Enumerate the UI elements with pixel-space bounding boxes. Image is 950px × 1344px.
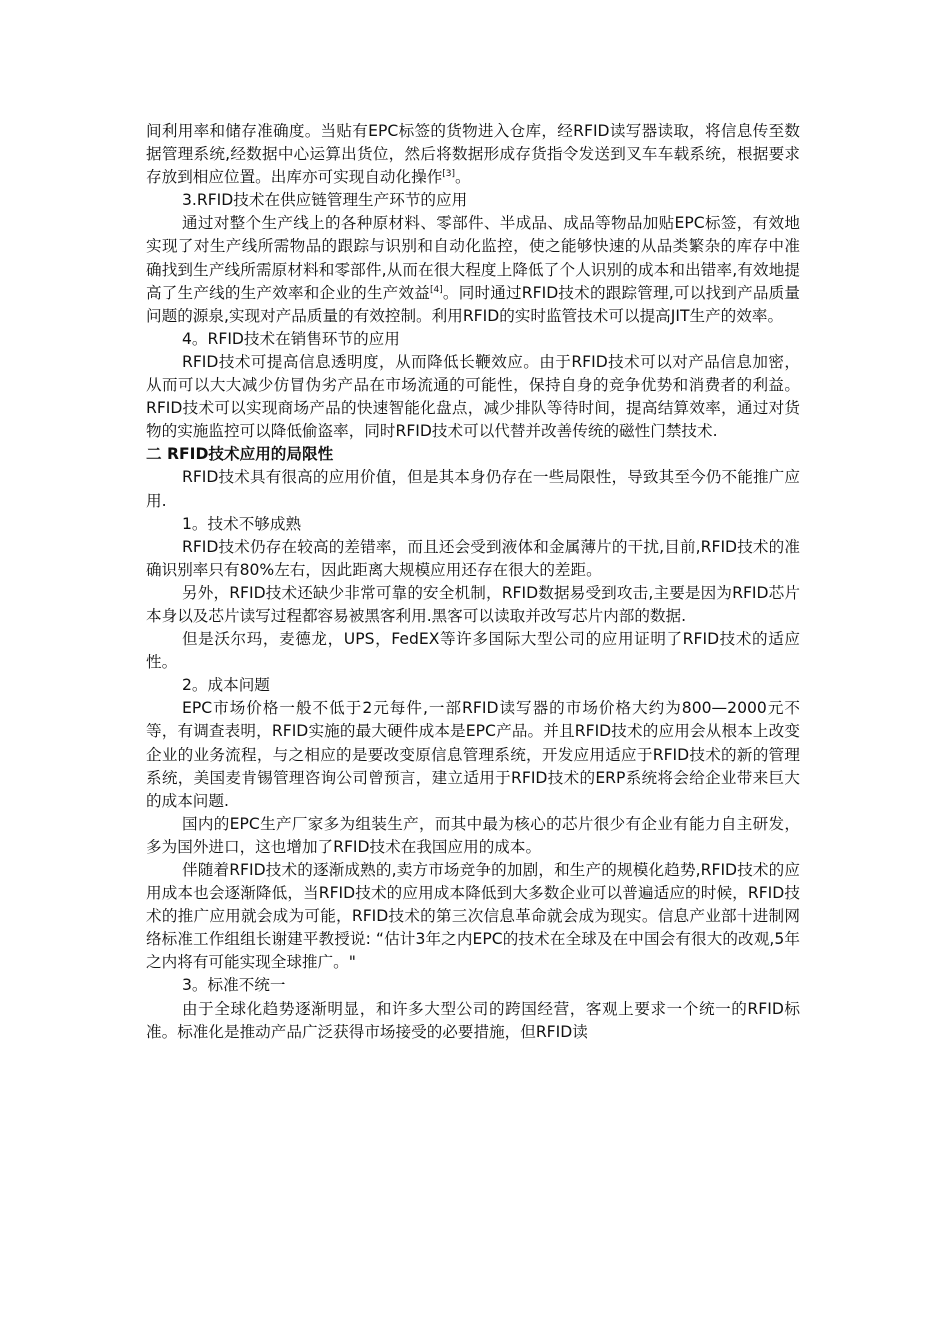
paragraph-warehouse-tail: 间利用率和储存准确度。当贴有EPC标签的货物进入仓库，经RFID读写器读取，将信息传至数据管理系统,经数据中心运算出货位，然后将数据形成存货指令发送到叉车车载系统，根据要求存放到相应位置。出库亦可实现自动化操作[3]。 (146, 122, 800, 187)
paragraph-security: 另外，RFID技术还缺少非常可靠的安全机制，RFID数据易受到攻击,主要是因为RFID芯片本身以及芯片读写过程都容易被黑客利用.黑客可以读取并改写芯片内部的数据. (146, 583, 800, 625)
paragraph-cost: EPC市场价格一般不低于2元每件,一部RFID读写器的市场价格大约为800—2000元不等，有调查表明，RFID实施的最大硬件成本是EPC产品。并且RFID技术的应用会从根本上改变企业的业务流程，与之相应的是要改变原信息管理系统，开发应用适应于RFID技术的新的管理系统，美国麦肯锡管理咨询公司曾预言，建立适用于RFID技术的ERP系统将会给企业带来巨大的成本问题. (146, 699, 800, 810)
section-heading-limitations: 二 RFID技术应用的局限性 (146, 445, 334, 464)
paragraph-future: 伴随着RFID技术的逐渐成熟的,卖方市场竞争的加剧，和生产的规模化趋势,RFID技术的应用成本也会逐渐降低，当RFID技术的应用成本降低到大多数企业可以普遍适应的时候，RFID技术的推广应用就会成为可能，RFID技术的第三次信息革命就会成为现实。信息产业部十进制网络标准工作组组长谢建平教授说: “估计3年之内EPC的技术在全球及在中国会有很大的改观,5年之内将有可能实现全球推广。" (146, 861, 800, 972)
subheading-production: 3.RFID技术在供应链管理生产环节的应用 (182, 191, 468, 210)
paragraph-domestic-epc: 国内的EPC生产厂家多为组装生产，而其中最为核心的芯片很少有企业有能力自主研发，多为国外进口，这也增加了RFID技术在我国应用的成本。 (146, 814, 800, 856)
subheading-immature-tech: 1。技术不够成熟 (182, 514, 302, 533)
paragraph-error-rate: RFID技术仍存在较高的差错率，而且还会受到液体和金属薄片的干扰,目前,RFID技术的准确识别率只有80%左右，因此距离大规模应用还存在很大的差距。 (146, 537, 800, 579)
citation-ref-3: [3] (442, 169, 456, 179)
paragraph-standards: 由于全球化趋势逐渐明显，和许多大型公司的跨国经营，客观上要求一个统一的RFID标准。标准化是推动产品广泛获得市场接受的必要措施，但RFID读 (146, 999, 800, 1041)
paragraph-adaptability: 但是沃尔玛，麦德龙，UPS，FedEX等许多国际大型公司的应用证明了RFID技术的适应性。 (146, 630, 800, 672)
paragraph-production: 通过对整个生产线上的各种原材料、零部件、半成品、成品等物品加贴EPC标签，有效地实现了对生产线所需物品的跟踪与识别和自动化监控，使之能够快速的从品类繁杂的库存中准确找到生产线所需原材料和零部件,从而在很大程度上降低了个人识别的成本和出错率,有效地提高了生产线的生产效率和企业的生产效益[4]。同时通过RFID技术的跟踪管理,可以找到产品质量问题的源泉,实现对产品质量的有效控制。利用RFID的实时监管技术可以提高JIT生产的效率。 (146, 214, 800, 325)
subheading-cost: 2。成本问题 (182, 676, 270, 695)
citation-ref-4: [4] (429, 284, 443, 295)
subheading-sales: 4。RFID技术在销售环节的应用 (182, 329, 400, 348)
document-body (146, 120, 800, 1044)
paragraph-limitations-intro: RFID技术具有很高的应用价值，但是其本身仍存在一些局限性，导致其至今仍不能推广应用. (146, 468, 800, 510)
subheading-standards: 3。标准不统一 (182, 976, 286, 995)
paragraph-sales: RFID技术可提高信息透明度，从而降低长鞭效应。由于RFID技术可以对产品信息加密，从而可以大大减少仿冒伪劣产品在市场流通的可能性，保持自身的竞争优势和消费者的利益。RFID技术可以实现商场产品的快速智能化盘点，减少排队等待时间，提高结算效率，通过对货物的实施监控可以降低偷盗率，同时RFID技术可以代替并改善传统的磁性门禁技术. (146, 352, 800, 441)
